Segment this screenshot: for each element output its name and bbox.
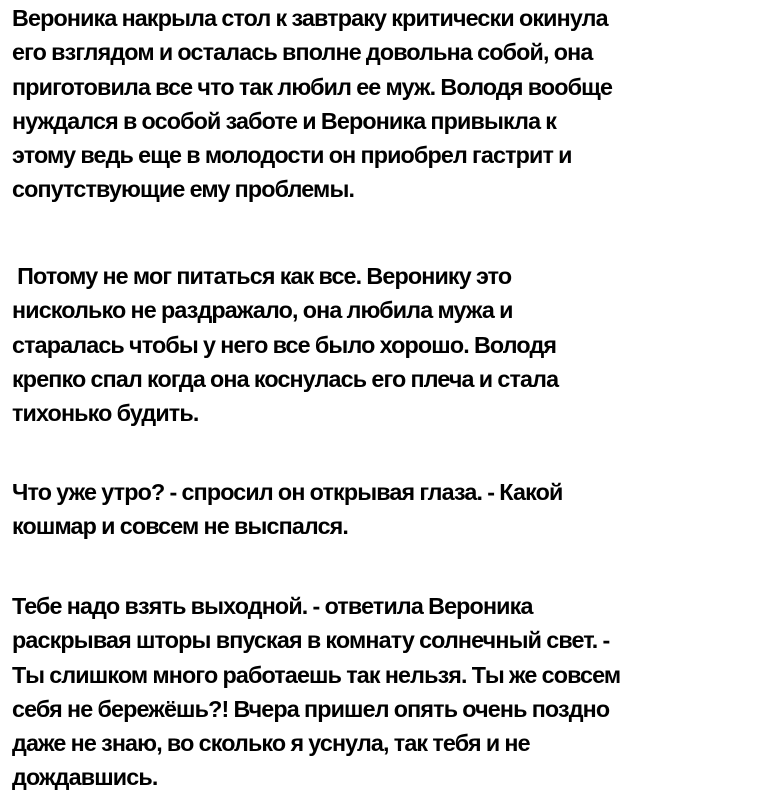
paragraph-3: Что уже утро? - спросил он открывая глаза. - Какой кошмар и совсем не выспался. [12, 479, 563, 540]
paragraph-1: Вероника накрыла стол к завтраку критически окинула его взглядом и осталась вполне довольна собой, она приготовила все что так любил ее муж. Володя вообще нуждался в особой заботе и Вероника привыкла к этому ведь еще в молодости он приобрел гастрит и сопутствующие ему проблемы. [12, 5, 613, 203]
paragraph-4: Тебе надо взять выходной. - ответила Вероника раскрывая шторы впуская в комнату солнечный свет. - Ты слишком много работаешь так нельзя. Ты же совсем себя не бережёшь?! Вчера пришел опять очень поздно даже не знаю, во сколько я уснула, так тебя и не дождавшись. [12, 593, 621, 791]
paragraph-2: Потому не мог питаться как все. Веронику это нисколько не раздражало, она любила мужа и старалась чтобы у него все было хорошо. Володя крепко спал когда она коснулась его плеча и стала тихонько будить. [12, 263, 559, 427]
